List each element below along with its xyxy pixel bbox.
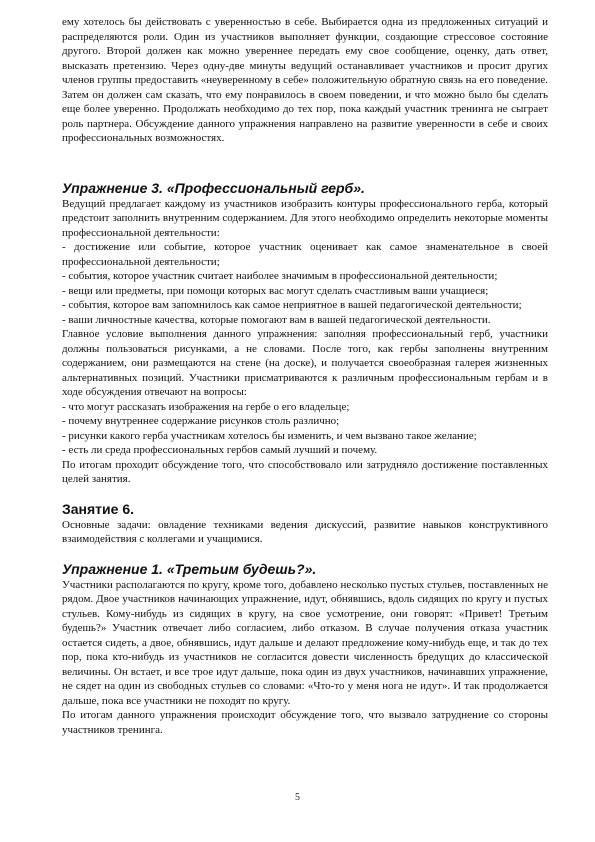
exercise1-conclusion: По итогам данного упражнения происходит обсуждение того, что вызвало затруднение со стороны участников тренинга.	[62, 709, 548, 736]
exercise3-moment-5: - ваши личностные качества, которые помогают вам в вашей педагогической деятельности.	[62, 313, 491, 326]
exercise3-question-2: - почему внутреннее содержание рисунков столь различно;	[62, 415, 340, 427]
lesson6-heading: Занятие 6.	[62, 500, 134, 517]
exercise3-conclusion: По итогам проходит обсуждение того, что способствовало или затрудняло достижение поставленных целей занятия.	[62, 458, 548, 485]
exercise3-condition: Главное условие выполнения данного упражнения: заполняя профессиональный герб, участники должны пользоваться рисунками, а не словами. После того, как гербы заполнены внутренним содержанием, они размещаются на стене (на доске), и получается своеобразная галерея жизненных альтернативных позиций. Участники присматриваются к различным профессиональным гербам и в ходе обсуждения отвечают на вопросы:	[62, 328, 548, 398]
exercise3-question-1: - что могут рассказать изображения на гербе о его владельце;	[62, 400, 350, 413]
spacer	[62, 547, 548, 561]
exercise3-moment-4: - события, которое вам запомнилось как самое неприятное в вашей педагогической деятельности;	[62, 299, 522, 311]
page-content	[62, 15, 548, 737]
exercise1-heading: Упражнение 1. «Третьим будешь?».	[62, 560, 317, 577]
exercise3-moment-2: - события, которое участник считает наиболее значимым в профессиональной деятельности;	[62, 270, 498, 282]
lesson6-tasks: Основные задачи: овладение техниками ведения дискуссий, развитие навыков конструктивного взаимодействия с коллегами и учащимися.	[62, 518, 548, 545]
exercise3-question-3: - рисунки какого герба участникам хотелось бы изменить, и чем вызвано такое желание;	[62, 429, 477, 442]
spacer	[62, 146, 548, 180]
exercise3-moment-3: - вещи или предметы, при помощи которых вас могут сделать счастливым ваши учащиеся;	[62, 284, 489, 297]
spacer	[62, 487, 548, 501]
exercise3-moment-1: - достижение или событие, которое участник оценивает как самое знаменательное в своей профессиональной деятельности;	[62, 241, 548, 268]
exercise3-question-4: - есть ли среда профессиональных гербов самый лучший и почему.	[62, 444, 378, 456]
exercise3-intro: Ведущий предлагает каждому из участников изобразить контуры профессионального герба, который предстоит заполнить внутренним содержанием. Для этого необходимо определить некоторые моменты профессиональной деятельности:	[62, 197, 548, 239]
page-number: 5	[295, 792, 300, 803]
exercise3-heading: Упражнение 3. «Профессиональный герб».	[62, 179, 365, 196]
exercise1-body: Участники располагаются по кругу, кроме того, добавлено несколько пустых стульев, поставленных не рядом. Двое участников начинающих упражнение, идут, обнявшись, вдоль сидящих по кругу и пустых стульев. Кому-нибудь из сидящих в кругу, на свое усмотрение, они говорят: «Привет! Третьим будешь?» Участник отвечает либо согласием, либо отказом. В случае получения отказа участник остается сидеть, а двое, обнявшись, идут дальше и делают предложение кому-нибудь еще, и так до тех пор, пока кто-нибудь из участников не согласится довести численность бредущих до классической величины. Он встает, и все трое идут дальше, пока один из двух участников, начинавших упражнение, не сядет на один из свободных стульев со словами: «Что-то у меня нога не идут». И так продолжается дальше, пока все участники не походят по кругу.	[62, 578, 548, 707]
intro-paragraph: ему хотелось бы действовать с уверенностью в себе. Выбирается одна из предложенных ситуаций и распределяются роли. Один из участников выполняет функции, создающие стрессовое состояние другого. Второй должен как можно увереннее передать ему свое сообщение, оценку, дать ответ, высказать претензию. Через одну-две минуты ведущий останавливает участников и просит других членов группы предоставить «неуверенному в себе» положительную обратную связь на его поведение. Затем он должен сам сказать, что ему понравилось в своем поведении, и что можно было бы сделать еще более уверенно. Продолжать необходимо до тех пор, пока каждый участник тренинга не сыграет роль партнера. Обсуждение данного упражнения направлено на развитие уверенности в себе и своих профессиональных возможностях.	[62, 16, 548, 144]
